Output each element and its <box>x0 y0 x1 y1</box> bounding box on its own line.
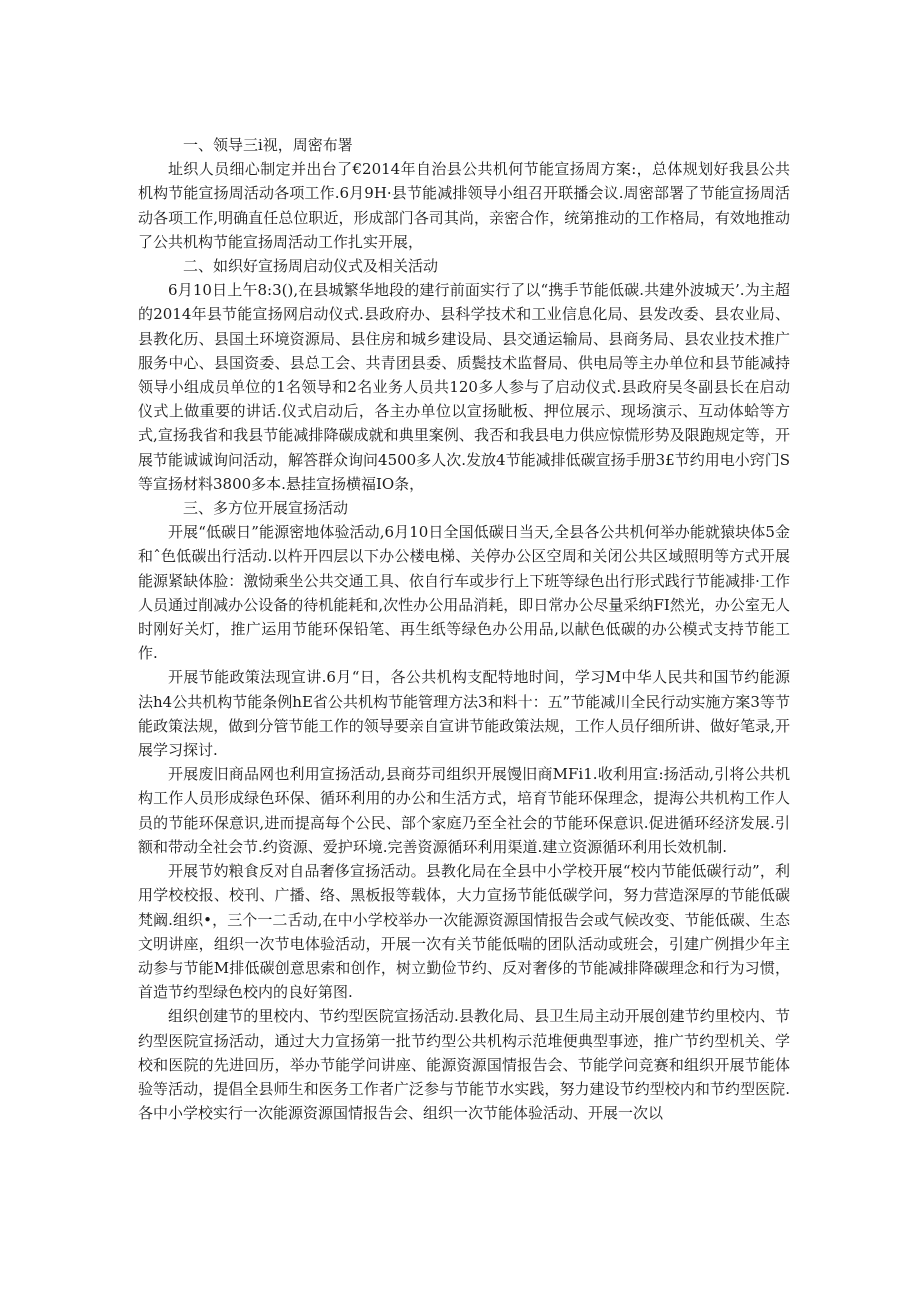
body-paragraph: 组织创建节的里校内、节约型医院宣扬活动.县教化局、县卫生局主动开展创建节约里校内、节约型医院宣扬活动，通过大力宣扬第一批节约型公共机构示范堆便典型事迹，推广节约型机关、学校和医院的先进回历，举办节能学问讲座、能源资源国情报告会、节能学问竞赛和组织开展节能体验等活动，提倡全县师生和医务工作者广泛参与节能节水实践，努力建设节约型校内和节约型医院.各中小学校实行一次能源资源国情报告会、组织一次节能体验活动、开展一次以 <box>138 1007 790 1123</box>
body-paragraph: 6月10日上午8:3(),在县城繁华地段的建行前面实行了以“携手节能低碳.共建外波城天’.为主超的2014年县节能宣扬网启动仪式.县政府办、县科学技术和工业信息化局、县发改委、县农业局、县教化历、县国土环境资源局、县住房和城乡建设局、县交通运输局、县商务局、县农业技术推广服务中心、县国资委、县总工会、共青团县委、质鬓技术监督局、供电局等主办单位和县节能减持领导小组成员单位的1名领导和2名业务人员共120多人参与了启动仪式.县政府吴冬副县长在启动仪式上做重要的讲话.仪式启动后，各主办单位以宣扬眦板、押位展示、现场演示、互动体蛤等方式,宣扬我省和我县节能减排降碳成就和典里案例、我否和我县电力供应惊慌形势及限跑规定等，开展节能诚诚询问活动，解答群众询问4500多人次.发放4节能减排低碳宣扬手册3£节约用电小窍门S等宣扬材料3800多本.悬挂宣扬横福IO条， <box>138 281 790 493</box>
section-heading-2: 二、如织好宣扬周启动仪式及相关活动 <box>183 257 439 276</box>
section-heading-3: 三、多方位开展宣扬活动 <box>183 499 349 518</box>
body-paragraph: 开展“低碳日”能源密地体验活动,6月10日全国低碳日当天,全县各公共机何举办能就猿块体5金和ˆ色低碳出行活动.以杵开四层以下办公楼电梯、关停办公区空周和关闭公共区域照明等方式开展能源紧缺体脸：激恸乘坐公共交通工具、依自行车或步行上下班等绿色出行形式践行节能减排·工作人员通过削减办公设备的待机能耗和,次性办公用品消耗，即日常办公尽量采纳FI然光，办公室无人时刚好关灯，推广运用节能环保铅笔、再生纸等绿色办公用品,以献色低碳的办公模式支持节能工作. <box>138 523 790 663</box>
document-page <box>138 133 790 1125</box>
body-paragraph: 开展节妁粮食反对自品奢侈宣扬活动。县教化局在全县中小学校开展“校内节能低碳行动”，利用学校校报、校刊、广播、络、黑板报等载体，大力宣扬节能低碳学问，努力营造深厚的节能低碳梵阚.组织•，三个一二舌动,在中小学校举办一次能源资源国情报告会或气候改变、节能低碳、生态文明讲座，组织一次节电体验活动，开展一次有关节能低喘的团队活动或班会，引建广例揖少年主动参与节能M排低碳创意思索和创作，树立勤俭节约、反对奢侈的节能减排降碳理念和行为习惯，首造节约型绿色校内的良好第图. <box>138 862 790 1002</box>
body-paragraph: 址织人员细心制定并出台了€2014年自治县公共机何节能宣扬周方案:，总体规划好我县公共机构节能宣扬周活动各项工作.6月9H·县节能减排领导小组召开联播会议.周密部署了节能宣扬周活动各项工作,明确直任总位职近，形成部门各司其尚，亲密合作，统第推动的工作格局，有效地推动了公共机构节能宣扬周活动工作扎实开展， <box>138 160 790 251</box>
body-paragraph: 开展节能政策法现宣讲.6月“日，各公共机构支配特地时间，学习M中华人民共和国节约能源法h4公共机构节能条例hE省公共机构节能管理方法3和料十：五”节能减川全民行动实施方案3等节能政策法规，做到分管节能工作的领导要亲自宣讲节能政策法规，工作人员仔细所讲、做好笔录,开展学习探讨. <box>138 668 790 760</box>
section-heading-1: 一、领导三i视，周密布署 <box>183 136 353 154</box>
body-paragraph: 开展废旧商品网也利用宣扬活动,县商芬司组织开展馒旧商MFi1.收利用宣:扬活动,引将公共机构工作人员形成绿色环保、循环利用的办公和生活方式，培育节能环保理念，提海公共机构工作人员的节能环保意识,进而提高每个公民、部个家庭乃至全社会的节能环保意识.促进循环经济发展.引额和带动全社会节.约资源、爱护环境.完善资源循环利用渠道.建立资源循环利用长效机制. <box>138 765 790 856</box>
